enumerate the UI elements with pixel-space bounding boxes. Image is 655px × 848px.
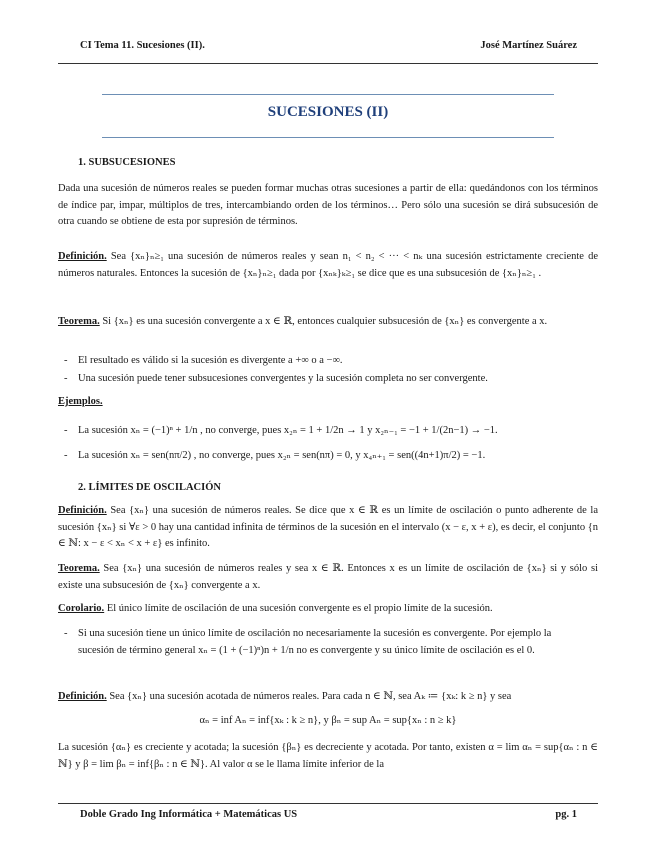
theorem-text: Sea {xₙ} una sucesión de números reales y sea x ∈ ℝ. Entonces x es un límite de oscilación de {xₙ} si y sólo si existe una subsucesión de {xₙ} convergente a x. [58,563,598,591]
definition-text: Sea {xₙ}ₙ≥₁ una sucesión de números reales y sean n₁ < n₂ < ··· < nₖ una sucesión estrictamente creciente de números naturales. Entonces la sucesión de {xₙ}ₙ≥₁ dada por {xₙₖ}ₖ≥₁ se dice que es una subsucesión de {xₙ}ₙ≥₁ . [58,251,598,279]
section2-heading: 2. LÍMITES DE OSCILACIÓN [78,482,221,493]
corollary-text: El único límite de oscilación de una sucesión convergente es el propio límite de la sucesión. [104,603,493,614]
example-item: - La sucesión xₙ = sen(nπ/2) , no converge, pues x₂ₙ = sen(nπ) = 0, y x₄ₙ₊₁ = sen((4n+1)π/2) = −1. [64,450,486,461]
definition-subsucesion [58,249,598,282]
bullet-item: - Una sucesión puede tener subsucesiones convergentes y la sucesión completa no ser convergente. [64,373,488,384]
footer-rule [58,803,598,804]
definition-text: Sea {xₙ} una sucesión de números reales. Se dice que x ∈ ℝ es un límite de oscilación o punto adherente de la sucesión {xₙ} si ∀ε > 0 hay una cantidad infinita de términos de la sucesión en el intervalo (x − ε, x + ε), es decir, el conjunto {n ∈ ℕ: x − ε < xₙ < x + ε} es infinito. [58,505,598,549]
formula-alpha-beta: αₙ = inf Aₙ = inf{xₖ : k ≥ n}, y βₙ = sup Aₙ = sup{xₙ : n ≥ k} [199,715,457,726]
bullet-item: - El resultado es válido si la sucesión es divergente a +∞ o a −∞. [64,355,343,366]
definition-limite-oscilacion [58,503,598,553]
header-rule [58,63,598,64]
definition-label: Definición. [58,691,107,702]
examples-label: Ejemplos. [58,396,103,407]
definition-limites [58,689,598,706]
example-item: - La sucesión xₙ = (−1)ⁿ + 1/n , no converge, pues x₂ₙ = 1 + 1/2n → 1 y x₂ₙ₋₁ = −1 + 1/(2n−1) → −1. [64,425,498,436]
header-left: CI Tema 11. Sucesiones (II). [80,40,205,51]
section1-heading: 1. SUBSUCESIONES [78,157,176,168]
examples-heading [58,394,598,411]
paragraph-limits: La sucesión {αₙ} es creciente y acotada; la sucesión {βₙ} es decreciente y acotada. Por tanto, existen α = lim αₙ = sup{αₙ : n ∈ ℕ} y β = lim βₙ = inf{βₙ : n ∈ ℕ}. Al valor α se le llama límite inferior de la [58,742,598,770]
theorem-label: Teorema. [58,316,100,327]
page-title: SUCESIONES (II) [267,104,389,120]
definition-label: Definición. [58,251,107,262]
header-right: José Martínez Suárez [480,40,577,51]
bullet-item: - Si una sucesión tiene un único límite de oscilación no necesariamente la sucesión es convergente. Por ejemplo la sucesión de término general xₙ = (1 + (−1)ⁿ)n + 1/n no es convergente y su único límite de oscilación es el 0. [64,628,552,656]
theorem-label: Teorema. [58,563,100,574]
theorem-subsucesion [58,314,598,331]
footer-left: Doble Grado Ing Informática + Matemáticas US [80,809,298,820]
theorem-text: Si {xₙ} es una sucesión convergente a x ∈ ℝ, entonces cualquier subsucesión de {xₙ} es convergente a x. [99,316,548,327]
definition-text: Sea {xₙ} una sucesión acotada de números reales. Para cada n ∈ ℕ, sea Aₖ ≔ {xₖ: k ≥ n} y sea [106,691,512,702]
paragraph-intro: Dada una sucesión de números reales se pueden formar muchas otras sucesiones a partir de ella: quedándonos con los términos de índice par, impar, múltiplos de tres, intercambiando orden de los términos… Pero sólo una sucesión se dirá subsucesión de otra cuando se obtiene de esta por supresión de términos. [58,183,598,227]
page-number: pg. 1 [555,809,577,820]
corollary-label: Corolario. [58,603,105,614]
definition-label: Definición. [58,505,107,516]
corollary [58,601,598,618]
theorem-limite-oscilacion [58,561,598,594]
